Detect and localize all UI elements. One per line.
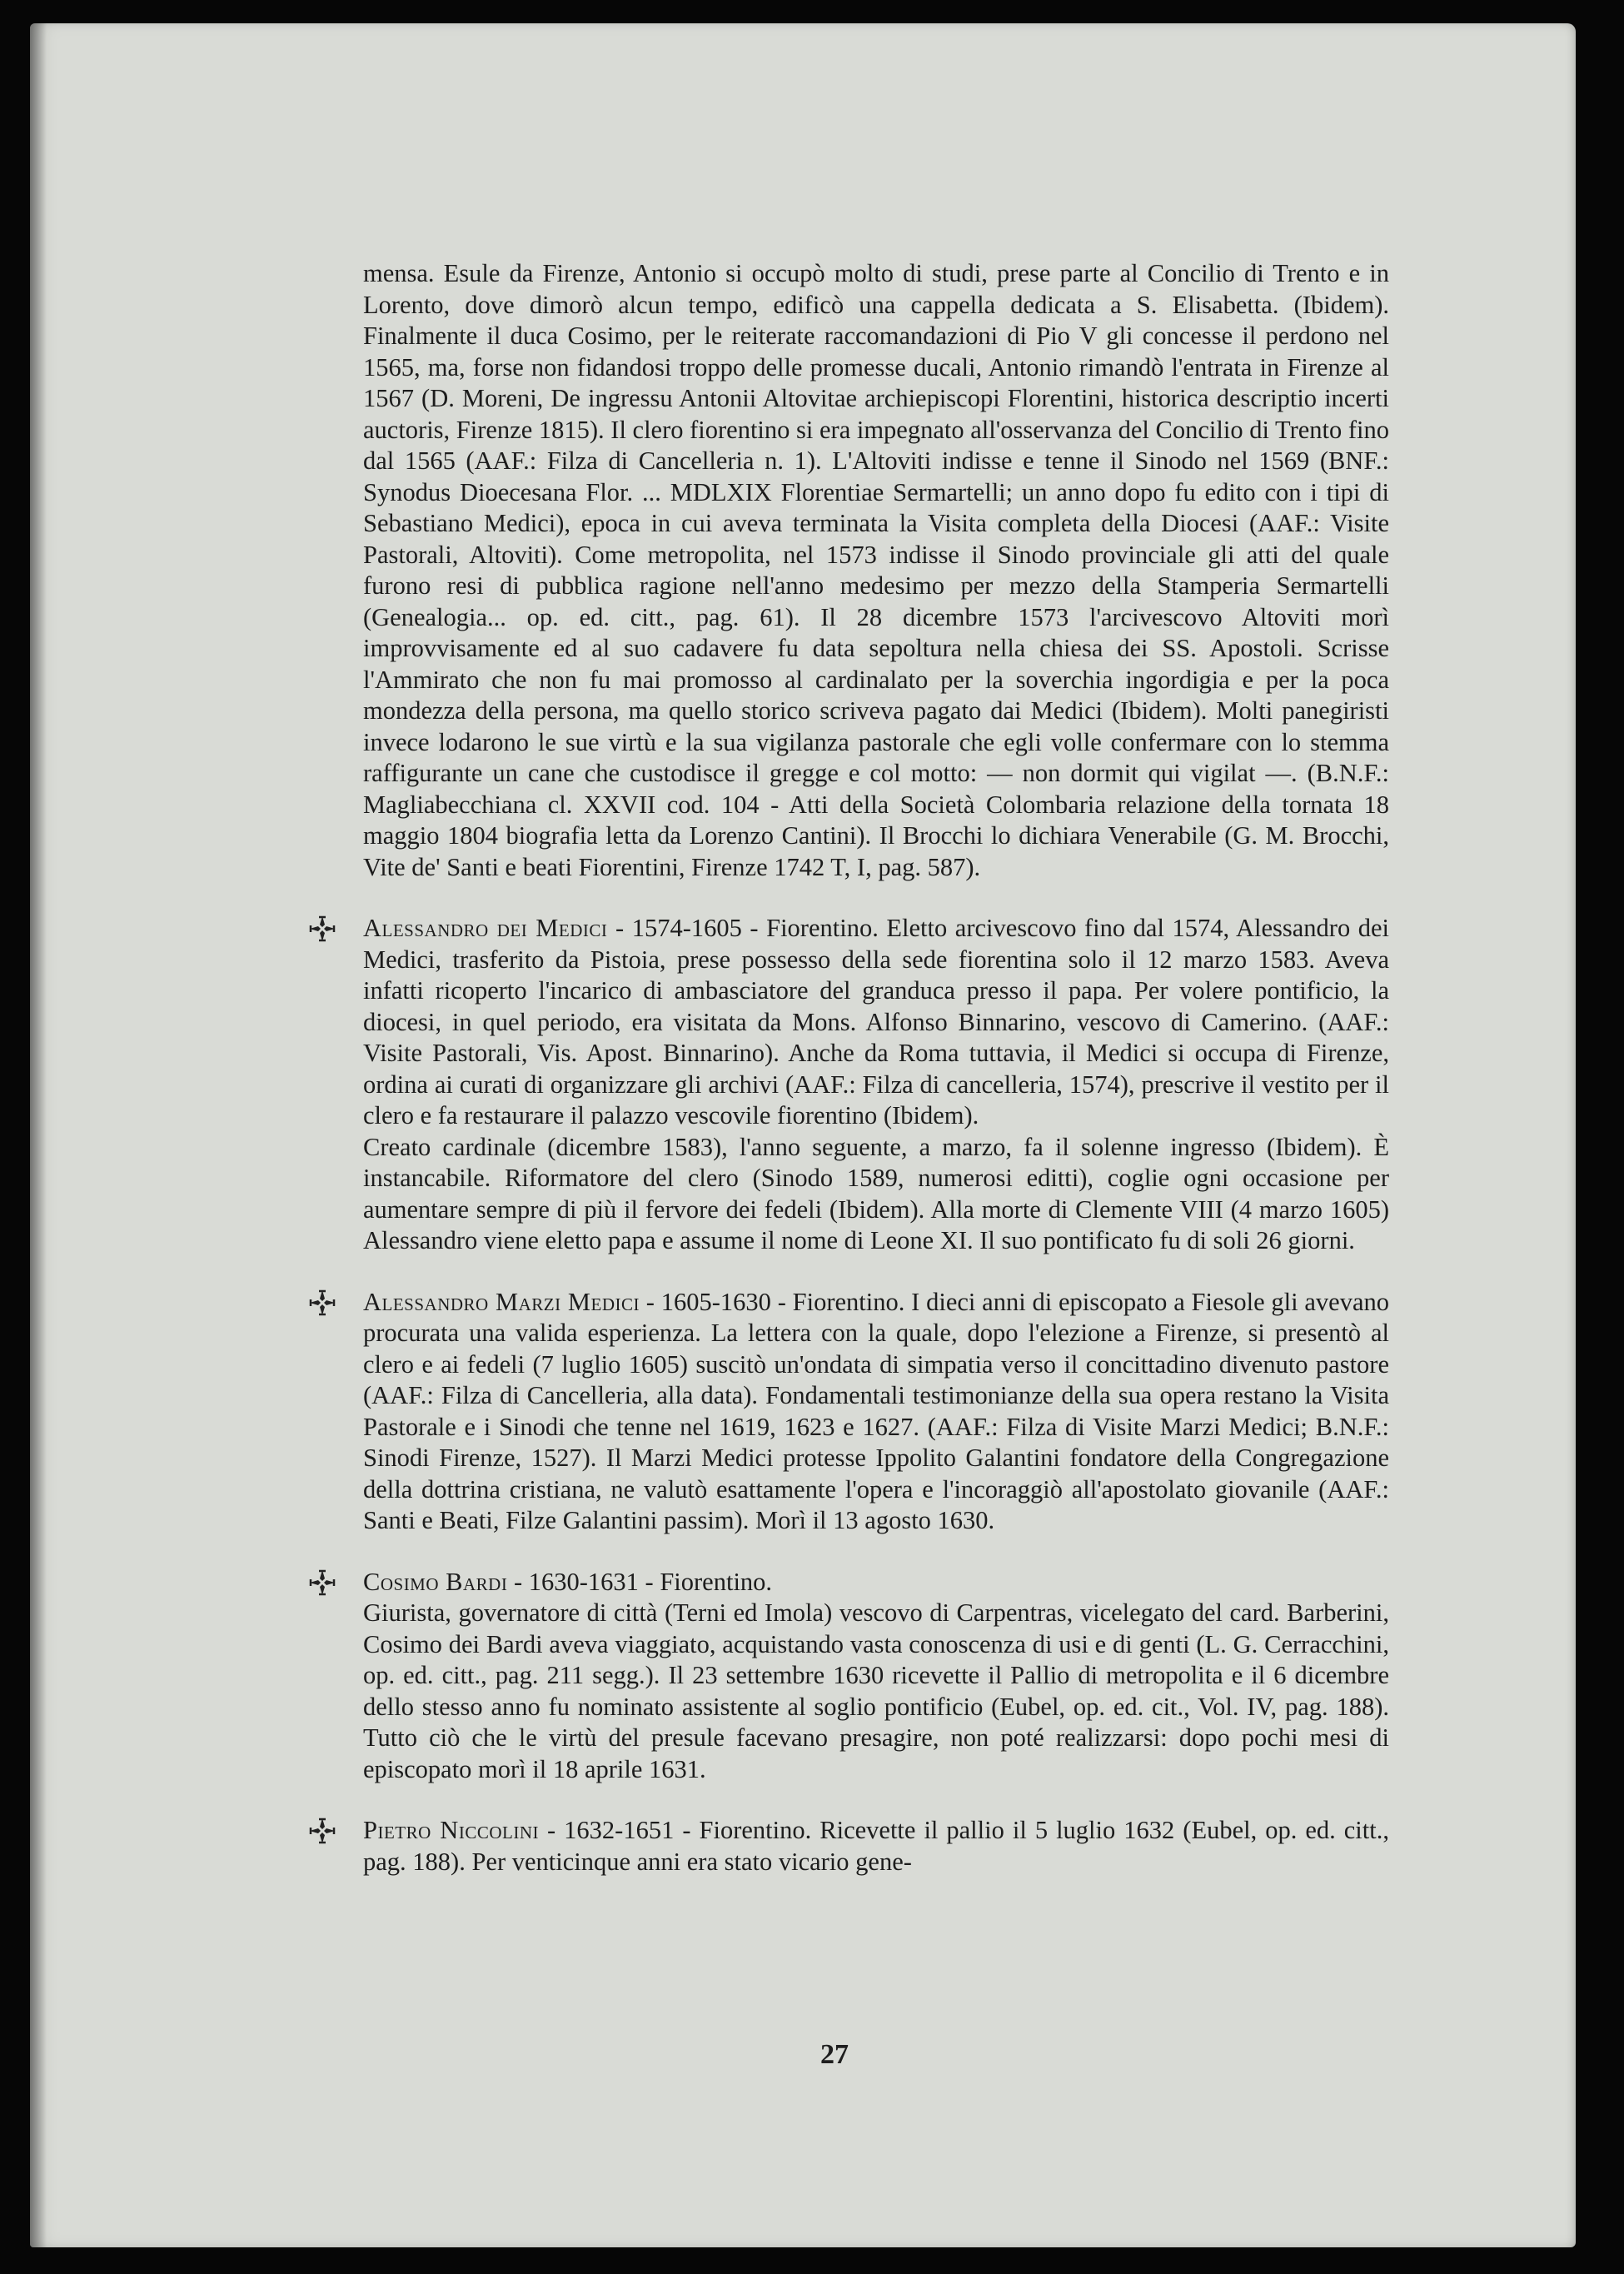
entry-dates: 1605-1630 — [660, 1287, 771, 1316]
entry-body — [363, 1815, 1389, 1878]
entry-dates: 1630-1631 — [528, 1567, 639, 1596]
entry-pietro-niccolini — [363, 1815, 1389, 1878]
entry-text-continued: Creato cardinale (dicembre 1583), l'anno seguente, a marzo, fa il solenne ingresso (Ibidem). È instancabile. Riformatore del clero (Sinodo 1589, numerosi editti), coglie ogni occasione per aumentare sempre di più il fervore dei fedeli (Ibidem). Alla morte di Clemente VIII (4 marzo 1605) Alessandro viene eletto papa e assume il nome di Leone XI. Il suo pontificato fu di soli 26 giorni. — [363, 1132, 1389, 1254]
entry-alessandro-marzi-medici — [363, 1287, 1389, 1537]
page-number: 27 — [820, 2039, 849, 2070]
entry-origin: Fiorentino. — [766, 914, 879, 942]
entry-body — [363, 1287, 1389, 1537]
entry-origin: Fiorentino. — [699, 1816, 812, 1844]
page-content — [363, 258, 1389, 1878]
entry-text: I dieci anni di episcopato a Fiesole gli avevano procurata una valida esperienza. La lettera con la quale, dopo l'elezione a Firenze, si presentò al clero e ai fedeli (7 luglio 1605) suscitò un'ondata di simpatia verso il concittadino divenuto pastore (AAF.: Filza di Cancelleria, alla data). Fondamentali testimonianze della sua opera restano la Visita Pastorale e i Sinodi che tenne nel 1619, 1623 e 1627. (AAF.: Filza di Visite Marzi Medici; B.N.F.: Sinodi Firenze, 1527). Il Marzi Medici protesse Ippolito Galantini fondatore della Congregazione della dottrina cristiana, ne valutò esattamente l'opera e l'incoraggiò all'apostolato giovanile (AAF.: Santi e Beati, Filze Galantini passim). Morì il 13 agosto 1630. — [363, 1287, 1390, 1534]
entry-dates: 1574-1605 — [631, 914, 742, 942]
entry-text-continued: Giurista, governatore di città (Terni ed Imola) vescovo di Carpentras, vicelegato del card. Barberini, Cosimo dei Bardi aveva viaggiato, acquistando vasta conoscenza di usi e di genti (L. G. Cerracchini, op. ed. citt., pag. 211 segg.). Il 23 settembre 1630 ricevette il Pallio di metropolita e il 6 dicembre dello stesso anno fu nominato assistente al soglio pontificio (Eubel, op. ed. cit., Vol. IV, pag. 188). Tutto ciò che le virtù del presule facevano presagire, non poté realizzarsi: dopo pochi mesi di episcopato morì il 18 aprile 1631. — [363, 1598, 1389, 1783]
cross-icon — [308, 915, 336, 943]
page-spine-shadow — [30, 23, 47, 2247]
entry-name: Alessandro Marzi Medici — [363, 1287, 640, 1316]
entry-separator: - — [770, 1287, 793, 1316]
entry-cosimo-bardi — [363, 1567, 1389, 1786]
entry-separator: - — [674, 1816, 700, 1844]
entry-alessandro-dei-medici — [363, 913, 1389, 1257]
entry-separator: - — [638, 1567, 660, 1596]
cross-icon — [308, 1568, 336, 1597]
entry-name: Alessandro dei Medici — [363, 914, 608, 942]
entry-body — [363, 913, 1389, 1132]
entry-separator: - — [645, 1287, 661, 1316]
intro-paragraph: mensa. Esule da Firenze, Antonio si occupò molto di studi, prese parte al Concilio di Trento e in Lorento, dove dimorò alcun tempo, edificò una cappella dedicata a S. Elisabetta. (Ibidem). Finalmente il duca Cosimo, per le reiterate raccomandazioni di Pio V gli concesse il perdono nel 1565, ma, forse non fidandosi troppo delle promesse ducali, Antonio rimandò l'entrata in Firenze al 1567 (D. Moreni, De ingressu Antonii Altovitae archiepiscopi Florentini, historica descriptio incerti auctoris, Firenze 1815). Il clero fiorentino si era impegnato all'osservanza del Concilio di Trento fino dal 1565 (AAF.: Filza di Cancelleria n. 1). L'Altoviti indisse e tenne il Sinodo nel 1569 (BNF.: Synodus Dioecesana Flor. ... MDLXIX Florentiae Sermartelli; un anno dopo fu edito con i tipi di Sebastiano Medici), epoca in cui aveva terminata la Visita completa della Diocesi (AAF.: Visite Pastorali, Altoviti). Come metropolita, nel 1573 indisse il Sinodo provinciale gli atti del quale furono resi di pubblica ragione nell'anno medesimo per mezzo della Stamperia Sermartelli (Genealogia... op. ed. citt., pag. 61). Il 28 dicembre 1573 l'arcivescovo Altoviti morì improvvisamente ed al suo cadavere fu data sepoltura nella chiesa dei SS. Apostoli. Scrisse l'Ammirato che non fu mai promosso al cardinalato per la soverchia ingordigia e per la poca mondezza della persona, ma quello storico scriveva pagato dai Medici (Ibidem). Molti panegiristi invece lodarono le sue virtù e la sua vigilanza pastorale che egli volle confermare con lo stemma raffigurante un cane che custodisce il gregge e col motto: — non dormit qui vigilat —. (B.N.F.: Magliabecchiana cl. XXVII cod. 104 - Atti della Società Colombaria relazione della tornata 18 maggio 1804 biografia letta da Lorenzo Cantini). Il Brocchi lo dichiara Venerabile (G. M. Brocchi, Vite de' Santi e beati Fiorentini, Firenze 1742 T, I, pag. 587). — [363, 259, 1389, 881]
entry-separator: - — [741, 914, 767, 942]
entry-origin: Fiorentino. — [792, 1287, 905, 1316]
entry-dates: 1632-1651 — [564, 1816, 675, 1844]
entry-name: Cosimo Bardi — [363, 1567, 508, 1596]
cross-icon — [308, 1289, 336, 1317]
entry-separator: - — [615, 914, 632, 942]
entry-separator: - — [547, 1816, 565, 1844]
entry-origin: Fiorentino. — [660, 1567, 773, 1596]
book-page — [30, 23, 1576, 2247]
entry-text: Eletto arcivescovo fino dal 1574, Alessandro dei Medici, trasferito da Pistoia, prese possesso della sede fiorentina solo il 12 marzo 1583. Aveva infatti ricoperto l'incarico di ambasciatore del granduca presso il papa. Per volere pontificio, la diocesi, in quel periodo, era visitata da Mons. Alfonso Binnarino, vescovo di Camerino. (AAF.: Visite Pastorali, Vis. Apost. Binnarino). Anche da Roma tuttavia, il Medici si occupa di Firenze, ordina ai curati di organizzare gli archivi (AAF.: Filza di cancelleria, 1574), prescrive il vestito per il clero e fa restaurare il palazzo vescovile fiorentino (Ibidem). — [363, 914, 1390, 1130]
entry-text: Ricevette il pallio il 5 luglio 1632 (Eubel, op. ed. citt., pag. 188). Per venticinque anni era stato vicario gene- — [363, 1816, 1389, 1876]
entry-separator: - — [513, 1567, 529, 1596]
entry-body — [363, 1567, 1389, 1598]
entry-name: Pietro Niccolini — [363, 1816, 539, 1844]
cross-icon — [308, 1817, 336, 1845]
